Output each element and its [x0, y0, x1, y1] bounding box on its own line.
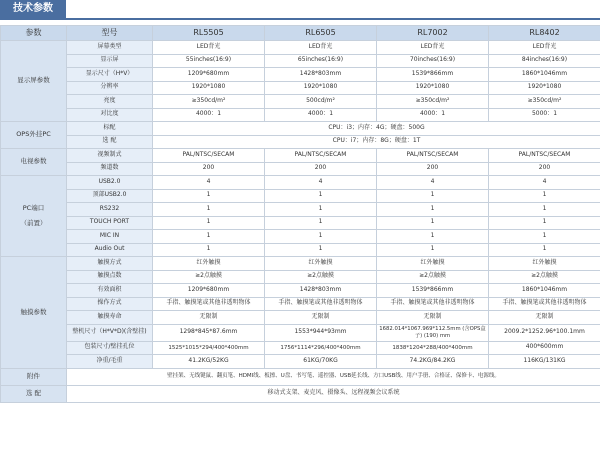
cell: 1 [265, 189, 377, 203]
cell: 1 [377, 243, 489, 257]
table-row [1, 135, 600, 149]
options-value: 移动式支架、麦克风、摄像头、远程视频会议系统 [67, 385, 600, 402]
table-row [1, 189, 600, 203]
row-label: 频道数 [67, 162, 153, 176]
row-label: MIC IN [67, 230, 153, 244]
cell: 400*600mm [489, 341, 600, 355]
cell: PAL/NTSC/SECAM [489, 149, 600, 163]
row-label: 触摸方式 [67, 257, 153, 271]
cell: 74.2KG/84.2KG [377, 355, 489, 369]
row-label: 有效面积 [67, 284, 153, 298]
cell: 1920*1080 [377, 81, 489, 95]
spec-table [0, 25, 600, 403]
cell: 200 [377, 162, 489, 176]
table-row [1, 230, 600, 244]
row-label: 选 配 [67, 135, 153, 149]
cell: 41.2KG/52KG [153, 355, 265, 369]
table-row [1, 149, 600, 163]
row-label: 净重/毛重 [67, 355, 153, 369]
cell: 1553*944*93mm [265, 324, 377, 341]
cell: 1 [153, 243, 265, 257]
group-touch: 触摸参数 [1, 257, 67, 369]
cell: 手指、触摸笔或其他非透明物体 [377, 297, 489, 311]
cell: 1 [153, 189, 265, 203]
cell: ≥350cd/m² [153, 95, 265, 109]
cell: 1298*845*87.6mm [153, 324, 265, 341]
cell: 1 [265, 230, 377, 244]
row-label: 整机尺寸（H*V*D)(含壁挂) [67, 324, 153, 341]
table-row [1, 257, 600, 271]
row-label: 操作方式 [67, 297, 153, 311]
cell: 1920*1080 [153, 81, 265, 95]
cell: LED背光 [489, 41, 600, 55]
cell: 1539*866mm [377, 284, 489, 298]
row-label: 分辨率 [67, 81, 153, 95]
table-row [1, 41, 600, 55]
header-model-3: RL7002 [377, 26, 489, 41]
cell: 1539*866mm [377, 68, 489, 82]
table-row [1, 270, 600, 284]
row-label: 屏幕类型 [67, 41, 153, 55]
header-model-4: RL8402 [489, 26, 600, 41]
cell: 无限制 [153, 311, 265, 325]
table-row [1, 95, 600, 109]
cell: 4000：1 [153, 108, 265, 122]
header-row [1, 26, 600, 41]
cell: 1 [153, 216, 265, 230]
cell: CPU：i7；内存：8G；硬盘：1T [153, 135, 600, 149]
cell: ≥350cd/m² [377, 95, 489, 109]
row-label: TOUCH PORT [67, 216, 153, 230]
page-title: 技术参数 [0, 0, 66, 18]
cell: 70inches(16:9) [377, 54, 489, 68]
cell: ≥2点触摸 [153, 270, 265, 284]
cell: 2009.2*1252.96*100.1mm [489, 324, 600, 341]
cell: 1 [265, 203, 377, 217]
header-model: 型号 [67, 26, 153, 41]
cell: 4 [153, 176, 265, 190]
cell: 1 [153, 230, 265, 244]
group-ports-title: PC端口 [22, 203, 45, 212]
table-row [1, 297, 600, 311]
cell: 116KG/131KG [489, 355, 600, 369]
cell: 1838*1204*288/400*400mm [377, 341, 489, 355]
table-row [1, 355, 600, 369]
cell: 200 [265, 162, 377, 176]
table-row [1, 368, 600, 385]
table-row [1, 81, 600, 95]
header-model-2: RL6505 [265, 26, 377, 41]
table-row [1, 385, 600, 402]
row-label: Audio Out [67, 243, 153, 257]
cell: 红外触摸 [377, 257, 489, 271]
header-model-1: RL5505 [153, 26, 265, 41]
row-label: 包装尺寸/壁挂孔位 [67, 341, 153, 355]
cell: 手指、触摸笔或其他非透明物体 [265, 297, 377, 311]
cell: PAL/NTSC/SECAM [265, 149, 377, 163]
cell: 4 [489, 176, 600, 190]
cell: 1 [489, 203, 600, 217]
cell: 1920*1080 [265, 81, 377, 95]
cell: 红外触摸 [265, 257, 377, 271]
group-accessories: 附件 [1, 368, 67, 385]
group-ports-sub: （前置） [20, 218, 47, 227]
table-row [1, 68, 600, 82]
cell: 55inches(16:9) [153, 54, 265, 68]
cell: 1756*1114*296/400*400mm [265, 341, 377, 355]
table-row [1, 341, 600, 355]
cell: 1 [377, 216, 489, 230]
group-ops: OPS外挂PC [1, 122, 67, 149]
table-row [1, 243, 600, 257]
cell: 红外触摸 [153, 257, 265, 271]
cell: 1525*1015*294/400*400mm [153, 341, 265, 355]
cell: CPU：i3；内存：4G；硬盘：500G [153, 122, 600, 136]
cell: ≥2点触摸 [377, 270, 489, 284]
table-row [1, 203, 600, 217]
cell: 4 [265, 176, 377, 190]
row-label: 视频制式 [67, 149, 153, 163]
cell: 1 [489, 243, 600, 257]
table-row [1, 176, 600, 190]
row-label: 顶部USB2.0 [67, 189, 153, 203]
cell: 200 [153, 162, 265, 176]
cell: 84inches(16:9) [489, 54, 600, 68]
table-row [1, 284, 600, 298]
row-label: 显示屏 [67, 54, 153, 68]
table-row [1, 162, 600, 176]
accessories-value: 壁挂架、无线键鼠、翻页笔、HDMI线、板擦、U盘、书写笔、遥控器、USB延长线、方口USB线、用户手册、合格证、保修卡、电源线。 [67, 368, 600, 385]
cell: 1 [489, 216, 600, 230]
row-label: 触摸点数 [67, 270, 153, 284]
group-display: 显示屏参数 [1, 41, 67, 122]
row-label: 触摸寿命 [67, 311, 153, 325]
cell: 1 [153, 203, 265, 217]
cell: PAL/NTSC/SECAM [153, 149, 265, 163]
cell: 1 [377, 230, 489, 244]
group-ports [1, 176, 67, 257]
row-label: RS232 [67, 203, 153, 217]
cell: LED背光 [153, 41, 265, 55]
cell: 1209*680mm [153, 68, 265, 82]
cell: 200 [489, 162, 600, 176]
cell: 4000：1 [377, 108, 489, 122]
table-row [1, 216, 600, 230]
cell: ≥2点触摸 [265, 270, 377, 284]
cell: 1682.014*1067.969*112.5mm (含OPS盒子) (190) mm [377, 324, 489, 341]
cell: 4000：1 [265, 108, 377, 122]
cell: 4 [377, 176, 489, 190]
title-rule [0, 18, 600, 20]
group-options: 选 配 [1, 385, 67, 402]
cell: 无限制 [489, 311, 600, 325]
cell: 61KG/70KG [265, 355, 377, 369]
cell: 手指、触摸笔或其他非透明物体 [153, 297, 265, 311]
cell: ≥350cd/m² [489, 95, 600, 109]
cell: 无限制 [265, 311, 377, 325]
cell: 1 [377, 203, 489, 217]
header-param: 参数 [1, 26, 67, 41]
cell: 1 [489, 230, 600, 244]
cell: 红外触摸 [489, 257, 600, 271]
cell: LED背光 [377, 41, 489, 55]
cell: 1428*803mm [265, 68, 377, 82]
cell: ≥2点触摸 [489, 270, 600, 284]
cell: 1 [377, 189, 489, 203]
cell: 手指、触摸笔或其他非透明物体 [489, 297, 600, 311]
row-label: 标配 [67, 122, 153, 136]
row-label: USB2.0 [67, 176, 153, 190]
cell: PAL/NTSC/SECAM [377, 149, 489, 163]
cell: 5000：1 [489, 108, 600, 122]
cell: 1 [265, 243, 377, 257]
cell: 1860*1046mm [489, 284, 600, 298]
cell: LED背光 [265, 41, 377, 55]
table-row [1, 324, 600, 341]
cell: 1860*1046mm [489, 68, 600, 82]
cell: 1209*680mm [153, 284, 265, 298]
cell: 65inches(16:9) [265, 54, 377, 68]
table-row [1, 108, 600, 122]
row-label: 对比度 [67, 108, 153, 122]
cell: 1 [265, 216, 377, 230]
table-row [1, 54, 600, 68]
cell: 无限制 [377, 311, 489, 325]
cell: 1428*803mm [265, 284, 377, 298]
row-label: 显示尺寸（H*V） [67, 68, 153, 82]
table-row [1, 122, 600, 136]
group-tv: 电视参数 [1, 149, 67, 176]
cell: 1 [489, 189, 600, 203]
cell: 500cd/m² [265, 95, 377, 109]
row-label: 亮度 [67, 95, 153, 109]
cell: 1920*1080 [489, 81, 600, 95]
table-row [1, 311, 600, 325]
